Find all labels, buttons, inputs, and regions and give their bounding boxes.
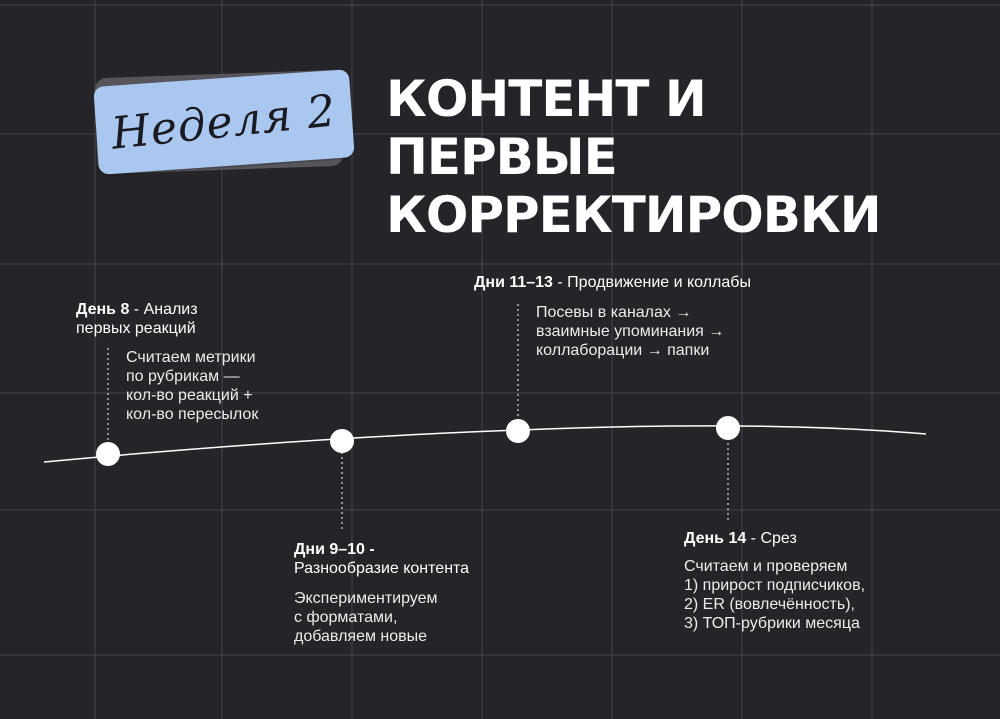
milestone-heading [294,540,524,559]
milestone-day: Дни 9–10 - [294,541,375,558]
description-line: 2) ER (вовлечённость), [684,596,855,613]
milestone-topic-line2: первых реакций [76,320,196,337]
milestone-day14 [684,529,924,633]
description-line: кол-во реакций + [126,387,253,404]
title-line-2: КОРРЕКТИРОВКИ [386,186,881,244]
description-line: кол-во пересылок [126,406,259,423]
description-line: Считаем метрики [126,349,256,366]
milestone-heading [76,300,306,319]
milestone-dot-day9-10 [330,429,354,453]
milestone-dot-day8 [96,442,120,466]
milestone-day: День 14 [684,530,747,547]
milestone-topic: Разнообразие контента [294,560,470,577]
description-line: Экспериментируем [294,590,438,607]
description-line: взаимные упоминания → [536,323,725,340]
milestone-topic: - Срез [746,530,797,547]
milestone-day: Дни 11–13 [474,274,553,291]
title-line-1: КОНТЕНТ И ПЕРВЫЕ [386,70,706,186]
description-line: 3) ТОП-рубрики месяца [684,615,860,632]
milestone-topic: - Продвижение и коллабы [552,274,751,291]
milestone-description [536,303,814,360]
milestone-day8 [76,300,306,424]
milestone-day: День 8 [76,301,130,318]
milestone-description [126,348,306,424]
milestone-dot-day11-13 [506,419,530,443]
milestone-heading [474,273,814,292]
milestone-description [294,589,524,646]
description-line: с форматами, [294,609,398,626]
description-line: Считаем и проверяем [684,558,848,575]
description-line: 1) прирост подписчиков, [684,577,866,594]
milestone-day11-13 [474,273,814,360]
milestone-heading [684,529,924,548]
week-label: Неделя 2 [109,84,339,160]
milestone-description [684,557,924,633]
milestone-dot-day14 [716,416,740,440]
description-line: коллаборации → папки [536,342,710,359]
description-line: по рубрикам — [126,368,240,385]
description-line: добавляем новые [294,628,428,645]
timeline-curve [44,426,926,462]
milestone-day9-10 [294,540,524,646]
description-line: Посевы в каналах → [536,304,692,321]
milestone-topic: - Анализ [129,301,198,318]
